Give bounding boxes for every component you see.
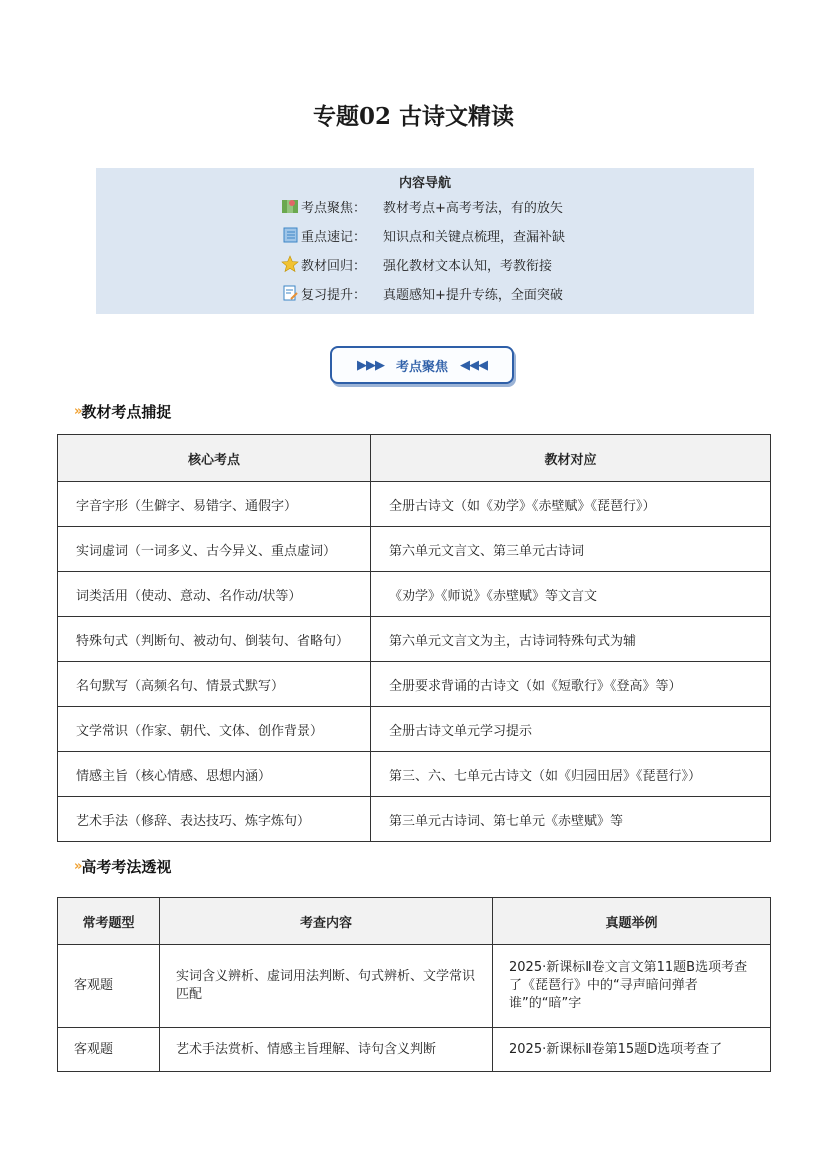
table-header-row <box>58 435 771 482</box>
table-row <box>58 797 771 842</box>
left-arrows-icon: ◀◀◀ <box>460 357 487 373</box>
table-cell: 2025·新课标Ⅱ卷文言文第11题B选项考查了《琵琶行》中的“寻声暗问弹者谁”的“暗”字 <box>493 945 771 1028</box>
table-cell: 2025·新课标Ⅱ卷第15题D选项考查了 <box>493 1028 771 1072</box>
section-heading-text: 教材考点捕捉 <box>81 403 172 421</box>
table-cell: 客观题 <box>58 945 160 1028</box>
nav-item-label: 复习提升： <box>301 287 367 303</box>
nav-item-desc: 强化教材文本认知，考教衔接 <box>383 258 553 274</box>
nav-item-desc: 教材考点+高考考法，有的放矢 <box>383 200 563 216</box>
textbook-points-table <box>57 434 771 842</box>
page-title: 专题02 古诗文精读 <box>312 103 514 130</box>
map-icon <box>281 197 299 215</box>
nav-item-review <box>281 282 563 304</box>
table-cell: 名句默写（高频名句、情景式默写） <box>58 662 371 707</box>
table-row <box>58 662 771 707</box>
table-header: 教材对应 <box>371 435 771 482</box>
table-row <box>58 482 771 527</box>
edit-document-icon <box>281 284 299 302</box>
right-arrows-icon: ▶▶▶ <box>356 357 384 373</box>
table-cell: 字音字形（生僻字、易错字、通假字） <box>58 482 371 527</box>
nav-item-textbook <box>281 253 552 275</box>
table-row <box>58 752 771 797</box>
table-row <box>58 707 771 752</box>
table-cell: 客观题 <box>58 1028 160 1072</box>
nav-heading: 内容导航 <box>398 176 451 191</box>
nav-item-desc: 知识点和关键点梳理，查漏补缺 <box>383 229 566 245</box>
double-chevron-icon: » <box>74 404 80 419</box>
table-header: 考查内容 <box>160 898 493 945</box>
table-cell: 文学常识（作家、朝代、文体、创作背景） <box>58 707 371 752</box>
table-cell: 第三单元古诗词、第七单元《赤壁赋》等 <box>371 797 771 842</box>
table-cell: 艺术手法赏析、情感主旨理解、诗句含义判断 <box>160 1028 493 1072</box>
section-heading-textbook <box>74 401 171 422</box>
table-cell: 特殊句式（判断句、被动句、倒装句、省略句） <box>58 617 371 662</box>
table-header: 常考题型 <box>58 898 160 945</box>
star-icon <box>281 255 299 273</box>
double-chevron-icon: » <box>74 859 80 874</box>
table-cell: 情感主旨（核心情感、思想内涵） <box>58 752 371 797</box>
table-cell: 第三、六、七单元古诗文（如《归园田居》《琵琶行》） <box>371 752 771 797</box>
table-row <box>58 617 771 662</box>
nav-item-notes <box>281 224 565 246</box>
table-cell: 词类活用（使动、意动、名作动/状等） <box>58 572 371 617</box>
nav-item-label: 重点速记： <box>301 229 367 245</box>
banner-text: 考点聚焦 <box>395 359 448 375</box>
table-cell: 《劝学》《师说》《赤壁赋》等文言文 <box>371 572 771 617</box>
table-row <box>58 945 771 1028</box>
table-cell: 实词含义辨析、虚词用法判断、句式辨析、文学常识匹配 <box>160 945 493 1028</box>
exam-methods-table <box>57 897 771 1072</box>
table-header: 核心考点 <box>58 435 371 482</box>
table-row <box>58 572 771 617</box>
table-cell: 第六单元文言文、第三单元古诗词 <box>371 527 771 572</box>
table-cell: 实词虚词（一词多义、古今异义、重点虚词） <box>58 527 371 572</box>
table-cell: 全册古诗文单元学习提示 <box>371 707 771 752</box>
content-navigation <box>96 168 754 314</box>
nav-item-label: 考点聚焦： <box>301 200 367 216</box>
section-heading-text: 高考考法透视 <box>81 858 172 876</box>
nav-item-focus <box>281 195 563 217</box>
section-banner <box>330 346 514 384</box>
notebook-icon <box>281 226 299 244</box>
table-header: 真题举例 <box>493 898 771 945</box>
table-cell: 第六单元文言文为主，古诗词特殊句式为辅 <box>371 617 771 662</box>
table-row <box>58 527 771 572</box>
table-cell: 全册古诗文（如《劝学》《赤壁赋》《琵琶行》） <box>371 482 771 527</box>
nav-item-desc: 真题感知+提升专练，全面突破 <box>383 287 563 303</box>
table-header-row <box>58 898 771 945</box>
table-row <box>58 1028 771 1072</box>
nav-item-label: 教材回归： <box>301 258 367 274</box>
section-heading-exam <box>74 856 171 877</box>
table-cell: 艺术手法（修辞、表达技巧、炼字炼句） <box>58 797 371 842</box>
table-cell: 全册要求背诵的古诗文（如《短歌行》《登高》等） <box>371 662 771 707</box>
